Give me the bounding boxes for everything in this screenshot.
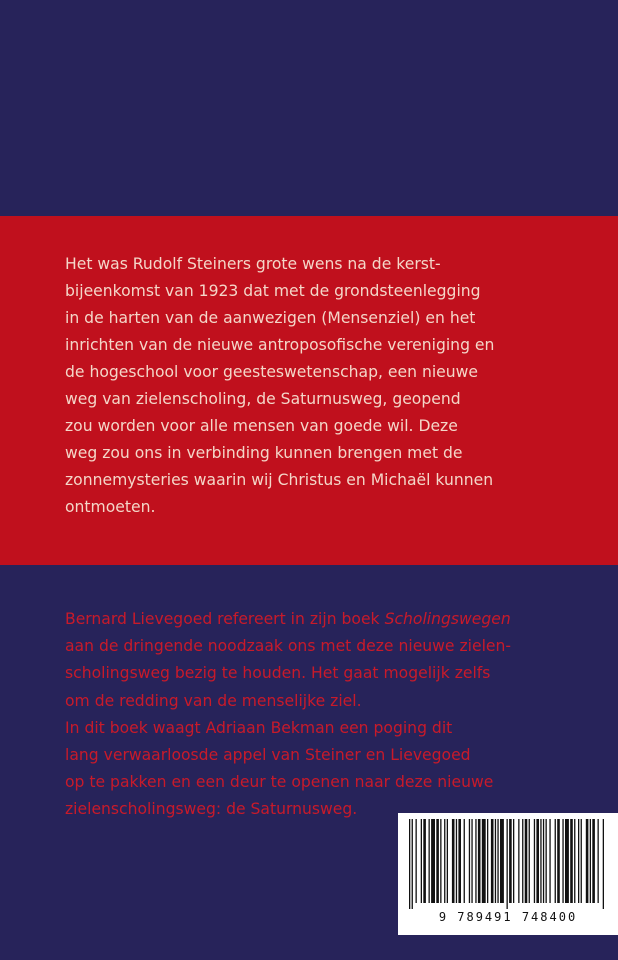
barcode-bar (555, 819, 556, 903)
barcode-bar (546, 819, 547, 903)
barcode-bar (513, 819, 514, 903)
barcode-bar (522, 819, 523, 903)
barcode-bars (405, 819, 611, 909)
barcode-bar (409, 819, 410, 909)
blurb-line (65, 606, 610, 633)
barcode-bar (536, 819, 539, 903)
isbn-barcode (398, 813, 618, 935)
barcode-bar (464, 819, 465, 903)
barcode-bar (475, 819, 476, 903)
barcode-bar (578, 819, 579, 903)
barcode-bar (581, 819, 582, 903)
barcode-bar (412, 819, 413, 909)
barcode-bar (495, 819, 496, 903)
barcode-bar (590, 819, 591, 903)
barcode-bar (421, 819, 422, 903)
barcode-bar (562, 819, 563, 903)
blurb-red-band (65, 251, 585, 521)
barcode-bar (509, 819, 512, 903)
barcode-bar (598, 819, 599, 903)
barcode-bar (482, 819, 486, 903)
barcode-bar (416, 819, 417, 903)
blurb-line: inrichten van de nieuwe antroposofische vereniging en (65, 336, 495, 354)
blurb-prefix: Bernard Lievegoed refereert in zijn boek (65, 610, 385, 628)
barcode-bar (586, 819, 589, 903)
blurb-line: op te pakken en een deur te openen naar deze nieuwe (65, 773, 494, 792)
barcode-bar (507, 819, 508, 909)
blurb-line: zonnemysteries waarin wij Christus en Michaël kunnen (65, 471, 494, 489)
barcode-bar (458, 819, 461, 903)
blurb-line: om de redding van de menselijke ziel. (65, 691, 362, 710)
barcode-bar (440, 819, 441, 903)
barcode-bar (431, 819, 435, 903)
blurb-line: bijeenkomst van 1923 dat met de grondsteenlegging (65, 282, 481, 300)
blurb-lower (65, 606, 610, 824)
barcode-bar (543, 819, 544, 903)
barcode-bar (500, 819, 504, 903)
barcode-bar (557, 819, 560, 903)
barcode-bar (436, 819, 439, 903)
blurb-line: In dit boek waagt Adriaan Bekman een poging dit (65, 718, 453, 737)
blurb-line: zielenscholingsweg: de Saturnusweg. (65, 800, 358, 819)
barcode-bar (603, 819, 604, 909)
barcode-bar (518, 819, 519, 903)
blurb-line: Het was Rudolf Steiners grote wens na de kerst- (65, 255, 441, 273)
barcode-bar (452, 819, 455, 903)
blurb-line: aan de dringende noodzaak ons met deze nieuwe zielen- (65, 637, 512, 656)
book-title: Scholingswegen (384, 610, 511, 628)
barcode-bar (540, 819, 541, 903)
barcode-bar (456, 819, 457, 903)
barcode-bar (534, 819, 535, 903)
barcode-bar (487, 819, 488, 903)
barcode-bar (469, 819, 470, 903)
barcode-bar (491, 819, 494, 903)
blurb-line: weg zou ons in verbinding kunnen brengen met de (65, 444, 463, 462)
barcode-bar (574, 819, 575, 903)
blurb-line: lang verwaarloosde appel van Steiner en Lievegoed (65, 746, 471, 765)
isbn-number: 9 789491 748400 (438, 910, 578, 924)
blurb-line: de hogeschool voor geesteswetenschap, een nieuwe (65, 363, 478, 381)
barcode-bar (471, 819, 472, 903)
barcode-bar (592, 819, 595, 903)
barcode-bar (497, 819, 498, 903)
blurb-line: ontmoeten. (65, 498, 156, 516)
barcode-bar (529, 819, 530, 903)
barcode-bar (478, 819, 481, 903)
barcode-bar (423, 819, 426, 903)
barcode-bar (447, 819, 448, 903)
blurb-line: zou worden voor alle mensen van goede wil. Deze (65, 417, 458, 435)
blurb-line: scholingsweg bezig te houden. Het gaat mogelijk zelfs (65, 664, 491, 683)
blurb-line: weg van zielenscholing, de Saturnusweg, geopend (65, 390, 461, 408)
barcode-bar (429, 819, 430, 903)
barcode-bar (525, 819, 528, 903)
barcode-bar (565, 819, 569, 903)
barcode-bar (549, 819, 550, 903)
blurb-line: in de harten van de aanwezigen (Mensenziel) en het (65, 309, 476, 327)
barcode-bar (570, 819, 573, 903)
barcode-bar (444, 819, 445, 903)
